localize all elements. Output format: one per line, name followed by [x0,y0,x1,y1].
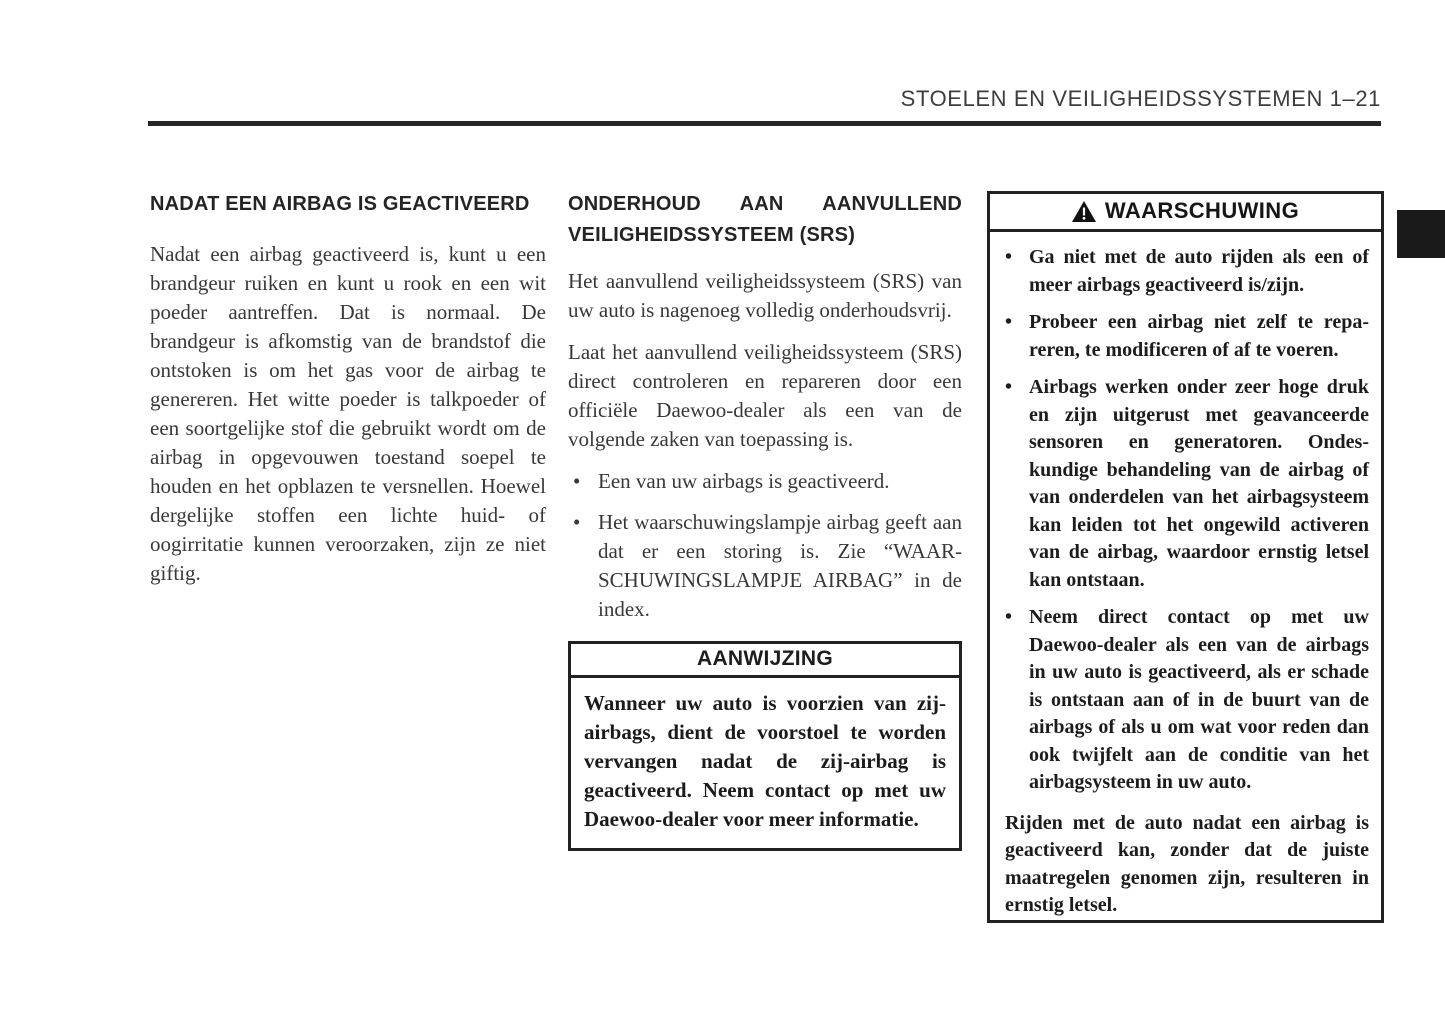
warning-box-title [990,194,1381,232]
section-heading-after-airbag-deployed: NADAT EEN AIRBAG IS GEACTIVEERD [150,193,530,215]
bullet-icon: • [1005,311,1013,333]
warning-box-title-text: WAARSCHUWING [1104,198,1300,223]
column-left [150,189,546,588]
column-middle [568,189,962,851]
bullet-icon: • [573,510,581,534]
list-item-text: Ga niet met de auto rijden als een of meer airbags geactiveerd is/zijn. [1029,246,1369,296]
list-item-text: Het waarschuwingslampje airbag geeft aan dat er een storing is. Zie “WAARSCHUWINGSLAMPJE AIRBAG” in de index. [598,510,962,621]
note-box-body: Wanneer uw auto is voorzien van zij-airbags, dient de voorstoel te worden vervangen nadat de zij-airbag is geactiveerd. Neem contact op met uw Daewoo-dealer voor meer informatie. [584,691,946,831]
bullet-icon: • [573,469,581,493]
list-item [1005,374,1369,594]
warning-footer-paragraph: Rijden met de auto nadat een airbag is geactiveerd kan, zonder dat de juiste maatregelen genomen zijn, resulteren in ernstig letsel. [1005,811,1369,916]
warning-list [1005,244,1369,797]
page-header: STOELEN EN VEILIGHEIDSSYSTEMEN 1–21 [900,86,1381,111]
chapter-edge-tab [1397,210,1445,258]
bullet-icon: • [1005,606,1013,628]
bullet-icon: • [1005,246,1013,268]
note-box [568,641,962,851]
paragraph-srs-1: Het aanvullend veiligheidssysteem (SRS) van uw auto is nagenoeg volledig onderhoudsvrij. [568,269,962,322]
list-item-text: Neem direct contact op met uw Daewoo-dealer als een van de airbags in uw auto is geactiveerd, als er schade is ontstaan aan of in de buurt van de airbags of als u om wat voor reden dan ook twijfelt aan de conditie van het airbagsysteem in uw auto. [1029,606,1369,793]
section-heading-srs-maintenance: ONDERHOUD AAN AANVULLEND VEILIGHEIDSSYSTEEM (SRS) [568,193,962,246]
list-item-text: Probeer een airbag niet zelf te repareren, te modificeren of af te voeren. [1029,311,1369,361]
paragraph-srs-2: Laat het aanvullend veiligheidssysteem (SRS) direct controleren en repareren door een officiële Daewoo-dealer als een van de volgende zaken van toepassing is. [568,340,962,451]
note-box-title: AANWIJZING [571,644,959,678]
paragraph-after-airbag-deployed: Nadat een airbag geactiveerd is, kunt u een brandgeur ruiken en kunt u rook en een wit poeder aantreffen. Dat is normaal. De brandgeur is afkomstig van de brandstof die ontstoken is om het gas voor de airbag te genereren. Het witte poeder is talkpoeder of een soortgelijke stof die gebruikt wordt om de airbag in opgevouwen toestand soepel te houden en het opblazen te versnellen. Hoewel dergelijke stoffen een lichte huid- of oogirritatie kunnen veroorzaken, zijn ze niet giftig. [150,242,546,585]
bullet-icon: • [1005,376,1013,398]
list-item [1005,244,1369,299]
warning-triangle-icon [1072,201,1096,222]
list-item-text: Een van uw airbags is geactiveerd. [598,469,890,493]
header-divider [148,121,1381,126]
list-item-text: Airbags werken onder zeer hoge druk en zijn uitgerust met geavanceerde sensoren en generatoren. Ondeskundige behandeling van de airbag of van onderdelen van het airbagsysteem kan leiden tot het ongewild activeren van de airbag, waardoor ernstig letsel kan ontstaan. [1029,376,1369,591]
warning-box-body [990,232,1381,920]
list-item [1005,604,1369,797]
list-item [568,508,962,624]
srs-condition-list [568,467,962,624]
list-item [568,467,962,496]
warning-box [987,191,1384,923]
list-item [1005,309,1369,364]
